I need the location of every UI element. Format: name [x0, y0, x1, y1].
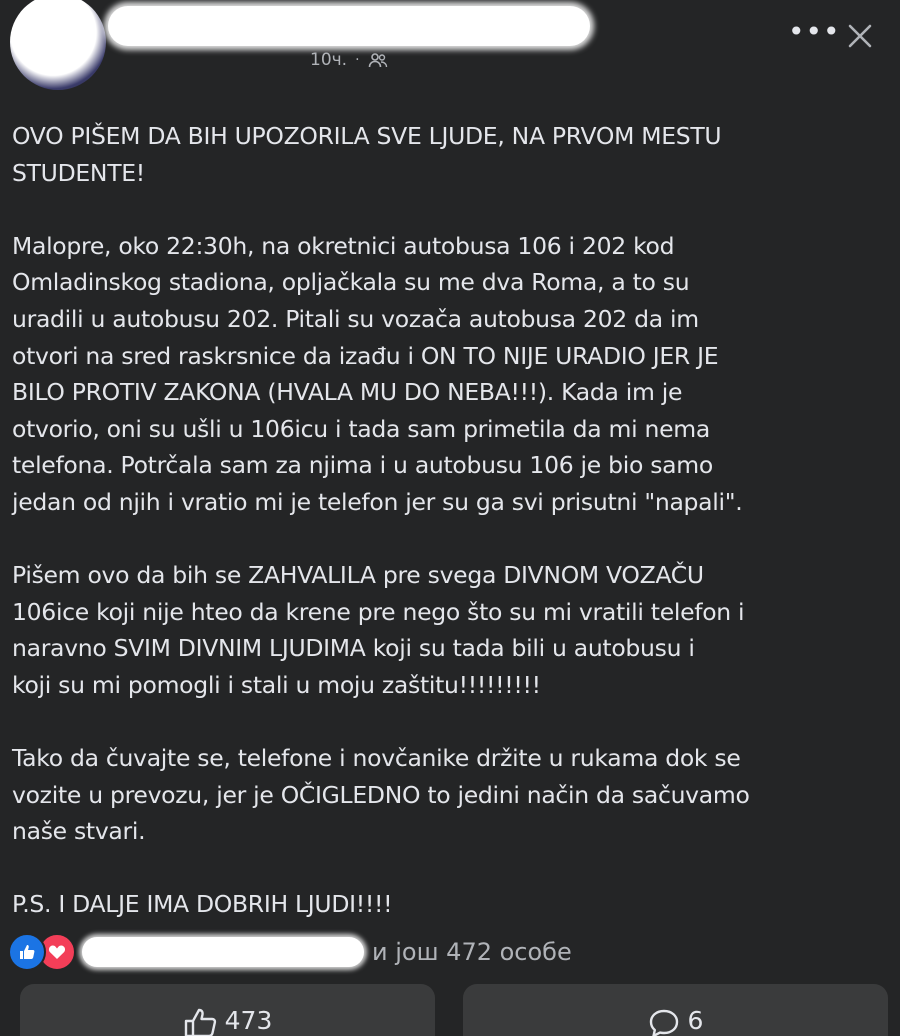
comment-icon: [648, 1008, 680, 1036]
post-paragraph: Malopre, oko 22:30h, na okretnici autobusa 106 i 202 kod Omladinskog stadiona, opljačkala su me dva Roma, a to su uradili u autobusu 202. Pitali su vozača autobusa 202 da im otvori na sred raskrsnice da izađu i ON TO NIJE URADIO JER JE BILO PROTIV ZAKONA (HVALA MU DO NEBA!!!). Kada im je otvorio, oni su ušli u 106icu i tada sam primetila da mi nema telefona. Potrčala sam za njima i u autobusu 106 je bio samo jedan od njih i vratio mi je telefon jer su ga svi prisutni "napali".: [12, 231, 743, 516]
post-text: [12, 118, 892, 960]
more-options-button[interactable]: •••: [788, 15, 841, 48]
post-paragraph: Tako da čuvajte se, telefone i novčanike držite u rukama dok se vozite u prevozu, jer je OČIGLEDNO to jedini način da sačuvamo naše stvari.: [12, 744, 750, 846]
comment-button[interactable]: [463, 984, 888, 1036]
thumbs-up-icon: [183, 1008, 217, 1036]
author-name-redacted[interactable]: [108, 6, 590, 46]
post-meta: [310, 50, 388, 70]
avatar[interactable]: [10, 0, 106, 90]
like-button[interactable]: [20, 984, 435, 1036]
like-count: 473: [224, 1006, 273, 1035]
post-header: [0, 0, 900, 90]
post-paragraph: P.S. I DALJE IMA DOBRIH LJUDI!!!!: [12, 890, 393, 919]
post-paragraph: OVO PIŠEM DA BIH UPOZORILA SVE LJUDE, NA PRVOM MESTU STUDENTE!: [12, 122, 722, 187]
reactions-count-text: и још 472 особе: [372, 938, 572, 966]
friends-icon: [368, 52, 388, 68]
reactions-summary[interactable]: [8, 932, 572, 972]
meta-separator: ·: [355, 52, 360, 68]
reactor-names-redacted: [82, 937, 364, 967]
comment-count: 6: [687, 1006, 704, 1035]
close-icon[interactable]: [846, 22, 874, 50]
post-paragraph: Pišem ovo da bih se ZAHVALILA pre svega DIVNOM VOZAČU 106ice koji nije hteo da krene pre nego što su mi vratili telefon i naravno SVIM DIVNIM LJUDIMA koji su tada bili u autobusu i koji su mi pomogli i stali u moju zaštitu!!!!!!!!!: [12, 561, 745, 699]
post-time[interactable]: 10ч.: [310, 50, 348, 70]
like-icon: [8, 933, 46, 971]
